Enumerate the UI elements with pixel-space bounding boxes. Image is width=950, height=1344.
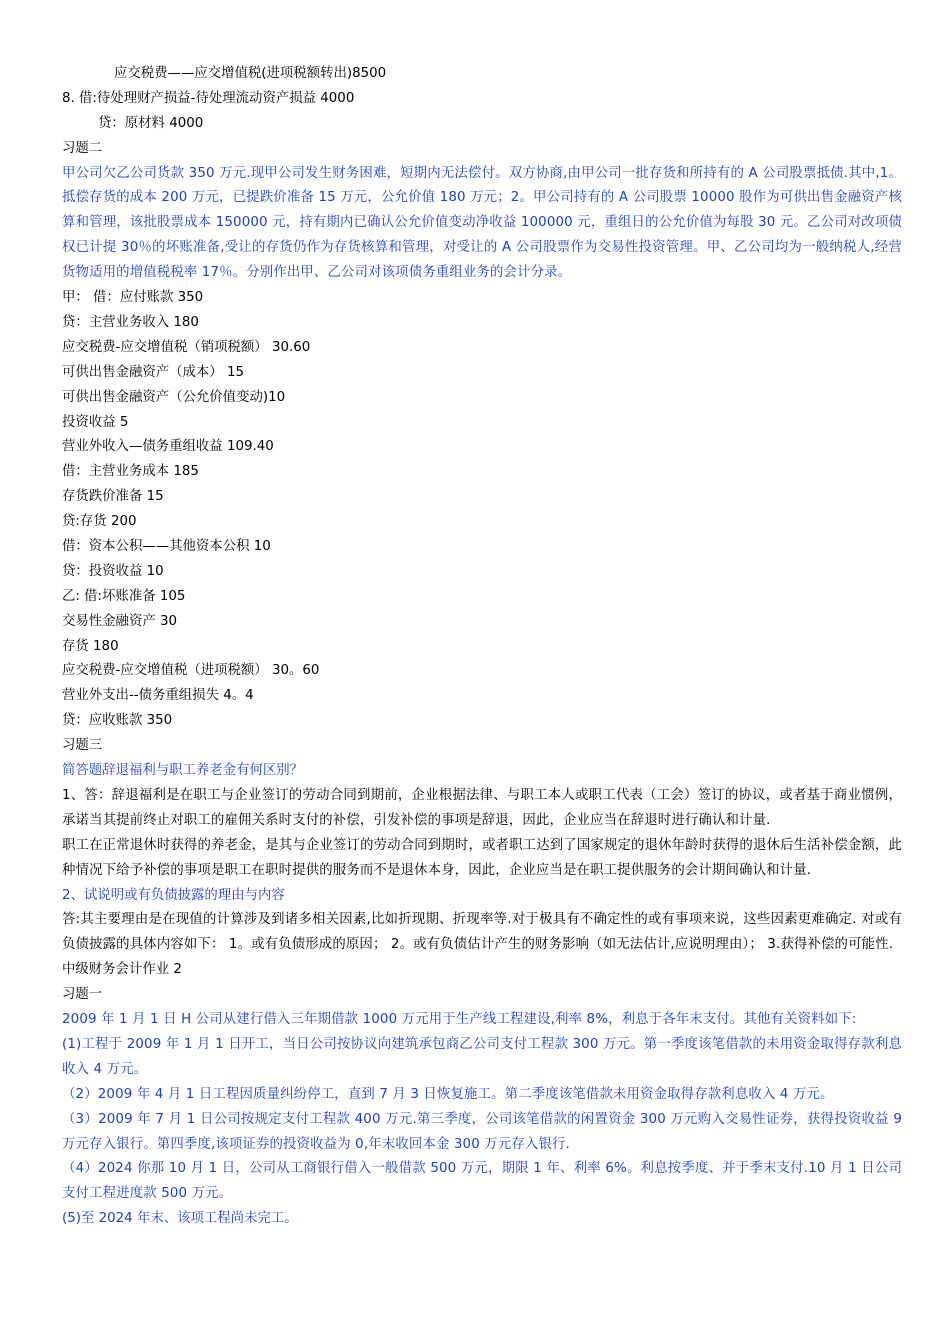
section-heading: 习题一: [62, 987, 103, 1003]
journal-line: 营业外支出--债务重组损失 4。4: [62, 688, 254, 704]
journal-line: 应交税费-应交增值税（销项税额） 30.60: [62, 339, 311, 355]
journal-line: 乙: 借:坏账准备 105: [62, 588, 186, 604]
journal-line: 贷：应收账款 350: [62, 713, 173, 729]
question-item: （2）2009 年 4 月 1 日工程因质量纠纷停工，直到 7 月 3 日恢复施工。第二季度该笔借款未用资金取得存款利息收入 4 万元。: [62, 1086, 834, 1102]
journal-line: 借：主营业务成本 185: [62, 464, 199, 480]
answer-text: 职工在正常退休时获得的养老金，是其与企业签订的劳动合同到期时，或者职工达到了国家规定的退休年龄时获得的退休后生活补偿金额，此种情况下给予补偿的事项是职工在职时提供的服务而不是退休本身，因此，企业应当是在职工提供服务的会计期间确认和计量.: [62, 837, 902, 878]
journal-line: 借：资本公积——其他资本公积 10: [62, 539, 271, 554]
answer-text: 答:其主要理由是在现值的计算涉及到诸多相关因素,比如折现期、折现率等.对于极具有不确定性的或有事项来说，这些因素更难确定. 对或有负债披露的具体内容如下： 1。或有负债形成的原因； 2。或有负债估计产生的财务影响（如无法估计,应说明理由）； 3.获得补偿的可能性.: [62, 912, 902, 953]
question-item: (5)至 2024 年末、该项工程尚未完工。: [62, 1211, 298, 1227]
journal-line: 8. 借:待处理财产损益-待处理流动资产损益 4000: [62, 90, 355, 106]
document-page: [62, 62, 902, 1232]
journal-line: 存货 180: [62, 638, 119, 654]
journal-line: 交易性金融资产 30: [62, 613, 178, 629]
journal-line: 贷：原材料 4000: [98, 115, 204, 131]
journal-line: 贷:存货 200: [62, 514, 137, 530]
journal-line: 甲： 借：应付账款 350: [62, 290, 204, 306]
section-heading: 习题三: [62, 738, 103, 754]
journal-line: 应交税费-应交增值税（进项税额） 30。60: [62, 663, 320, 679]
journal-line: 营业外收入—债务重组收益 109.40: [62, 439, 274, 455]
answer-text: 1、答：辞退福利是在职工与企业签订的劳动合同到期前，企业根据法律、与职工本人或职工代表（工会）签订的协议，或者基于商业惯例，承诺当其提前终止对职工的雇佣关系时支付的补偿，引发补偿的事项是辞退，因此，企业应当在辞退时进行确认和计量.: [62, 787, 902, 828]
question-item: （4）2024 你那 10 月 1 日，公司从工商银行借入一般借款 500 万元，期限 1 年、利率 6%。利息按季度、并于季末支付.10 月 1 日公司支付工程进度款 500 万元。: [62, 1161, 902, 1202]
section-heading: 习题二: [62, 140, 103, 156]
question-item: (1)工程于 2009 年 1 月 1 日开工，当日公司按协议向建筑承包商乙公司支付工程款 300 万元。第一季度该笔借款的未用资金取得存款利息收入 4 万元。: [62, 1036, 902, 1077]
journal-line: 贷：投资收益 10: [62, 563, 164, 579]
journal-line: 可供出售金融资产（成本） 15: [62, 364, 244, 380]
journal-line: 可供出售金融资产（公允价值变动)10: [62, 389, 286, 405]
question-text: 简答题辞退福利与职工养老金有何区别？: [62, 763, 304, 779]
question-text: 2009 年 1 月 1 日 H 公司从建行借入三年期借款 1000 万元用于生产线工程建设,利率 8%，利息于各年末支付。其他有关资料如下:: [62, 1012, 857, 1028]
journal-line: 存货跌价准备 15: [62, 489, 164, 505]
journal-entries: [62, 286, 902, 734]
question-text: 2、试说明或有负债披露的理由与内容: [62, 887, 285, 903]
question-item: （3）2009 年 7 月 1 日公司按规定支付工程款 400 万元.第三季度，公司该笔借款的闲置资金 300 万元购入交易性证券，获得投资收益 9 万元存入银行。第四季度,该项证券的投资收益为 0,年末收回本金 300 万元存入银行.: [62, 1111, 902, 1152]
journal-line: 贷：主营业务收入 180: [62, 314, 199, 330]
journal-line: 应交税费——应交增值税(进项税额转出)8500: [114, 66, 387, 81]
question-text: 甲公司欠乙公司货款 350 万元.现甲公司发生财务困难，短期内无法偿付。双方协商,由甲公司一批存货和所持有的 A 公司股票抵债.其中,1。抵偿存货的成本 200 万元，已提跌价准备 15 万元，公允价值 180 万元；2。甲公司持有的 A 公司股票 10000 股作为可供出售金融资产核算和管理，该批股票成本 150000 元，持有期内已确认公允价值变动净收益 100000 元，重组日的公允价值为每股 30 元。乙公司对改项债权已计提 30％的坏账准备,受让的存货仍作为存货核算和管理，对受让的 A 公司股票作为交易性投资管理。甲、乙公司均为一般纳税人,经营货物适用的增值税税率 17％。分别作出甲、乙公司对该项债务重组业务的会计分录。: [62, 165, 902, 281]
journal-line: 投资收益 5: [62, 414, 129, 430]
document-title: 中级财务会计作业 2: [62, 962, 182, 978]
